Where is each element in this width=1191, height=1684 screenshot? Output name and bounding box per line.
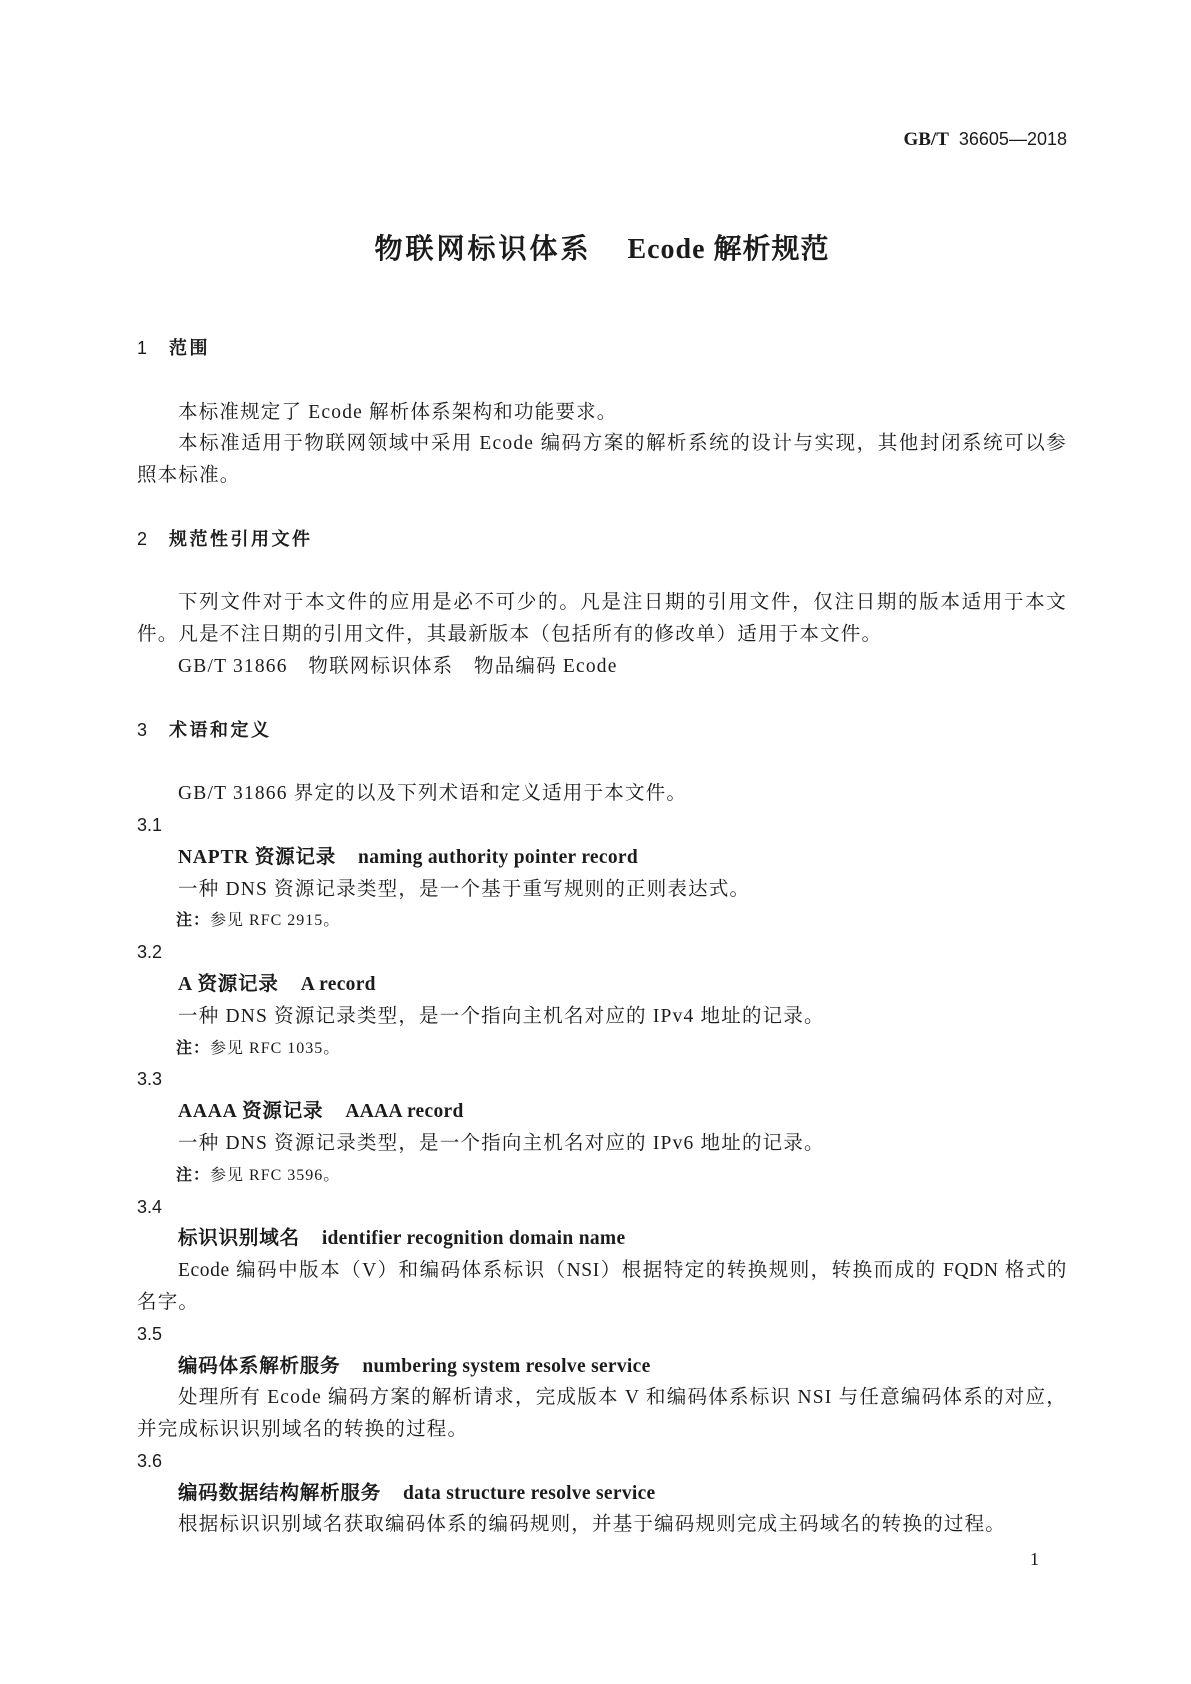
term-title (137, 1223, 1067, 1255)
section-heading (137, 333, 1067, 365)
term-definition: 并完成标识识别域名的转换的过程。 (137, 1419, 469, 1441)
term-english: AAAA record (345, 1101, 464, 1123)
paragraph-line: 下列文件对于本文件的应用是必不可少的。凡是注日期的引用文件，仅注日期的版本适用于本文 (178, 592, 1067, 614)
term-chinese: 标识识别域名 (178, 1228, 300, 1250)
term-note (137, 1033, 1067, 1065)
section-heading (137, 524, 1067, 556)
section-number: 2 (137, 528, 148, 549)
term-chinese: 编码数据结构解析服务 (178, 1482, 382, 1504)
note-label: 注： (176, 1039, 211, 1057)
term-entry (137, 1446, 1067, 1541)
term-english: numbering system resolve service (362, 1355, 651, 1377)
term-number: 3.5 (137, 1323, 163, 1344)
term-english: data structure resolve service (403, 1482, 656, 1504)
note-text: 参见 RFC 3596。 (210, 1166, 341, 1184)
term-english: identifier recognition domain name (321, 1228, 626, 1250)
standard-code: GB/T (903, 129, 949, 150)
term-english: A record (300, 973, 376, 995)
term-number: 3.6 (137, 1450, 163, 1471)
document-title (137, 229, 1067, 269)
term-english: naming authority pointer record (358, 846, 638, 868)
page-number: 1 (1030, 1549, 1039, 1569)
section-normative-references (137, 492, 1067, 683)
standard-number: 36605—2018 (958, 129, 1067, 149)
term-definition: Ecode 编码中版本（V）和编码体系标识（NSI）根据特定的转换规则，转换而成的 FQDN 格式的 (178, 1260, 1067, 1282)
term-definition: 一种 DNS 资源记录类型，是一个基于重写规则的正则表达式。 (178, 878, 751, 900)
note-text: 参见 RFC 2915。 (210, 912, 341, 930)
term-chinese: 编码体系解析服务 (178, 1355, 341, 1377)
term-chinese: A 资源记录 (178, 973, 279, 995)
section-title: 范围 (169, 338, 211, 358)
term-entry (137, 810, 1067, 937)
term-chinese: NAPTR 资源记录 (178, 846, 337, 868)
section-number: 1 (137, 338, 148, 358)
term-title (137, 1351, 1067, 1383)
document-body (137, 333, 1067, 1541)
section-title: 规范性引用文件 (169, 528, 313, 549)
paragraph-line: 件。凡是不注日期的引用文件，其最新版本（包括所有的修改单）适用于本文件。 (137, 624, 883, 646)
section-heading (137, 715, 1067, 747)
paragraph-line: 照本标准。 (137, 465, 241, 487)
standard-number-header (903, 123, 1067, 155)
section-intro: GB/T 31866 界定的以及下列术语和定义适用于本文件。 (178, 783, 688, 805)
term-number: 3.2 (137, 942, 163, 963)
title-main: 物联网标识体系 (374, 233, 592, 264)
term-definition: 一种 DNS 资源记录类型，是一个指向主机名对应的 IPv4 地址的记录。 (178, 1005, 825, 1027)
term-title (137, 1096, 1067, 1128)
section-title: 术语和定义 (169, 719, 272, 740)
reference-entry: GB/T 31866 物联网标识体系 物品编码 Ecode (178, 655, 618, 677)
term-entry (137, 1192, 1067, 1319)
term-definition: 一种 DNS 资源记录类型，是一个指向主机名对应的 IPv6 地址的记录。 (178, 1132, 825, 1154)
term-title (137, 842, 1067, 874)
term-entry (137, 937, 1067, 1064)
paragraph-line: 本标准规定了 Ecode 解析体系架构和功能要求。 (178, 401, 618, 423)
term-definition: 处理所有 Ecode 编码方案的解析请求，完成版本 V 和编码体系标识 NSI 与任意编码体系的对应， (178, 1387, 1067, 1409)
term-number: 3.1 (137, 814, 163, 835)
term-chinese: AAAA 资源记录 (178, 1101, 324, 1123)
term-number: 3.3 (137, 1069, 163, 1090)
section-terms-definitions (137, 683, 1067, 1542)
term-definition: 名字。 (137, 1291, 200, 1313)
term-entry (137, 1319, 1067, 1446)
term-note (137, 1160, 1067, 1192)
note-label: 注： (176, 912, 211, 930)
note-text: 参见 RFC 1035。 (210, 1039, 341, 1057)
title-sub: Ecode 解析规范 (627, 234, 830, 265)
term-title (137, 1478, 1067, 1510)
section-scope (137, 333, 1067, 492)
term-note (137, 905, 1067, 937)
term-title (137, 969, 1067, 1001)
note-label: 注： (176, 1166, 211, 1184)
term-definition: 根据标识识别域名获取编码体系的编码规则，并基于编码规则完成主码域名的转换的过程。 (178, 1514, 1007, 1536)
paragraph-line: 本标准适用于物联网领域中采用 Ecode 编码方案的解析系统的设计与实现，其他封闭系统可以参 (178, 433, 1067, 455)
term-number: 3.4 (137, 1196, 163, 1217)
term-entry (137, 1064, 1067, 1191)
section-number: 3 (137, 719, 148, 740)
